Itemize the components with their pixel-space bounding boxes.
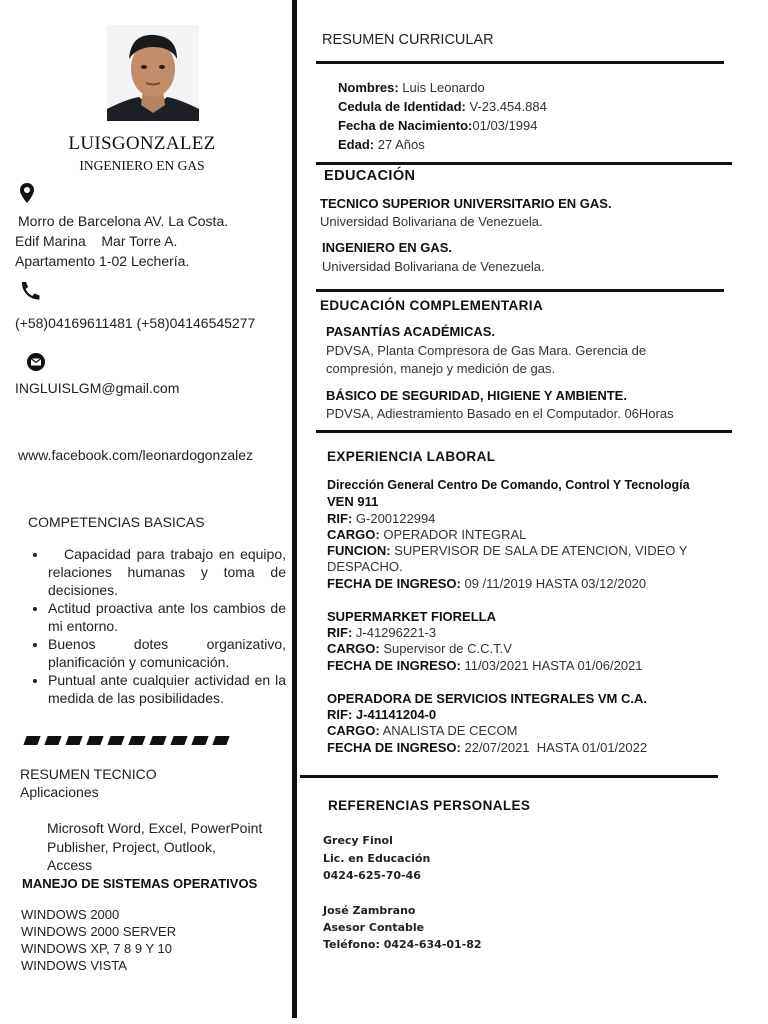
experiencia-heading: EXPERIENCIA LABORAL (327, 449, 496, 464)
referencias-heading: REFERENCIAS PERSONALES (328, 798, 531, 813)
apps-line: Publisher, Project, Outlook, (47, 839, 216, 855)
list-item: • Puntual ante cualquier actividad en la medida de las posibilidades. (48, 671, 286, 707)
company-name: Dirección General Centro De Comando, Control Y Tecnología (327, 478, 690, 492)
fecha-row: FECHA DE INGRESO: 11/03/2021 HASTA 01/06/2021 (327, 658, 643, 673)
competencias-list (20, 545, 286, 707)
company-name: OPERADORA DE SERVICIOS INTEGRALES VM C.A. (327, 691, 647, 706)
address-line: Morro de Barcelona AV. La Costa. (18, 213, 229, 229)
rif-row: RIF: J-41141204-0 (327, 707, 437, 722)
course-title: BÁSICO DE SEGURIDAD, HIGIENE Y AMBIENTE. (326, 388, 627, 403)
resumen-curricular-heading: RESUMEN CURRICULAR (322, 32, 494, 48)
course-title: PASANTÍAS ACADÉMICAS. (326, 324, 496, 339)
educacion-heading: EDUCACIÓN (324, 168, 416, 184)
divider (300, 775, 718, 778)
school-name: Universidad Bolivariana de Venezuela. (320, 214, 543, 229)
os-item: WINDOWS VISTA (21, 958, 127, 973)
reference-phone: 0424-625-70-46 (323, 869, 421, 882)
os-item: WINDOWS 2000 (21, 907, 120, 922)
reference-role: Lic. en Educación (323, 852, 431, 865)
reference-role: Asesor Contable (323, 921, 425, 934)
company-name: VEN 911 (327, 494, 379, 509)
decorative-dash-divider (25, 732, 235, 750)
company-name: SUPERMARKET FIORELLA (327, 609, 496, 624)
rif-row: RIF: J-41296221-3 (327, 625, 437, 640)
fecha-row: FECHA DE INGRESO: 09 /11/2019 HASTA 03/12/2020 (327, 576, 647, 591)
phone-numbers: (+58)04169611481 (+58)04146545277 (15, 315, 256, 331)
degree-title: INGENIERO EN GAS. (322, 240, 453, 255)
phone-icon (19, 281, 41, 306)
reference-phone: Teléfono: 0424-634-01-82 (323, 938, 482, 951)
candidate-title: INGENIERO EN GAS (79, 158, 205, 173)
os-item: WINDOWS XP, 7 8 9 Y 10 (21, 941, 173, 956)
email-icon (26, 352, 46, 377)
candidate-name: LUISGONZALEZ (68, 133, 216, 154)
profile-photo (107, 25, 199, 121)
complementaria-heading: EDUCACIÓN COMPLEMENTARIA (320, 298, 544, 313)
course-line: compresión, manejo y medición de gas. (326, 361, 556, 376)
funcion-row: FUNCION: SUPERVISOR DE SALA DE ATENCION, VIDEO Y (327, 543, 688, 558)
course-line: PDVSA, Planta Compresora de Gas Mara. Gerencia de (326, 343, 647, 358)
list-item: • Capacidad para trabajo en equipo, relaciones humanas y toma de decisiones. (48, 545, 286, 599)
school-name: Universidad Bolivariana de Venezuela. (322, 259, 545, 274)
rif-row: RIF: G-200122994 (327, 511, 436, 526)
resumen-tecnico-heading: RESUMEN TECNICO (20, 766, 157, 782)
degree-title: TECNICO SUPERIOR UNIVERSITARIO EN GAS. (320, 196, 612, 211)
cargo-row: CARGO: Supervisor de C.C.T.V (327, 641, 512, 656)
cargo-row: CARGO: OPERADOR INTEGRAL (327, 527, 527, 542)
email-link[interactable]: INGLUISLGM@gmail.com (15, 380, 180, 396)
facebook-link[interactable]: www.facebook.com/leonardogonzalez (18, 447, 254, 463)
divider (316, 162, 732, 165)
address-line: Edif Marina Mar Torre A. (15, 233, 178, 249)
address-line: Apartamento 1-02 Lechería. (15, 253, 190, 269)
apps-line: Access (47, 857, 93, 870)
list-item: • Actitud proactiva ante los cambios de mi entorno. (48, 599, 286, 635)
personal-row: Edad: 27 Años (338, 137, 425, 152)
personal-row: Fecha de Nacimiento:01/03/1994 (338, 118, 538, 133)
reference-name: José Zambrano (323, 904, 416, 917)
apps-line: Microsoft Word, Excel, PowerPoint (47, 820, 263, 836)
competencias-heading: COMPETENCIAS BASICAS (28, 514, 205, 530)
list-item: • Buenos dotes organizativo, planificación y comunicación. (48, 635, 286, 671)
fecha-row: FECHA DE INGRESO: 22/07/2021 HASTA 01/01/2022 (327, 740, 648, 755)
location-pin-icon (19, 182, 35, 209)
personal-row: Nombres: Luis Leonardo (338, 80, 485, 95)
funcion-row-cont: DESPACHO. (327, 559, 403, 574)
course-line: PDVSA, Adiestramiento Basado en el Computador. 06Horas (326, 406, 674, 421)
column-divider (292, 0, 297, 1018)
divider (316, 430, 732, 433)
reference-name: Grecy Finol (323, 834, 393, 847)
personal-row: Cedula de Identidad: V-23.454.884 (338, 99, 547, 114)
os-heading: MANEJO DE SISTEMAS OPERATIVOS (22, 876, 258, 891)
cargo-row: CARGO: ANALISTA DE CECOM (327, 723, 518, 738)
aplicaciones-label: Aplicaciones (20, 784, 99, 800)
os-item: WINDOWS 2000 SERVER (21, 924, 177, 939)
divider (316, 61, 724, 64)
divider (316, 289, 724, 292)
